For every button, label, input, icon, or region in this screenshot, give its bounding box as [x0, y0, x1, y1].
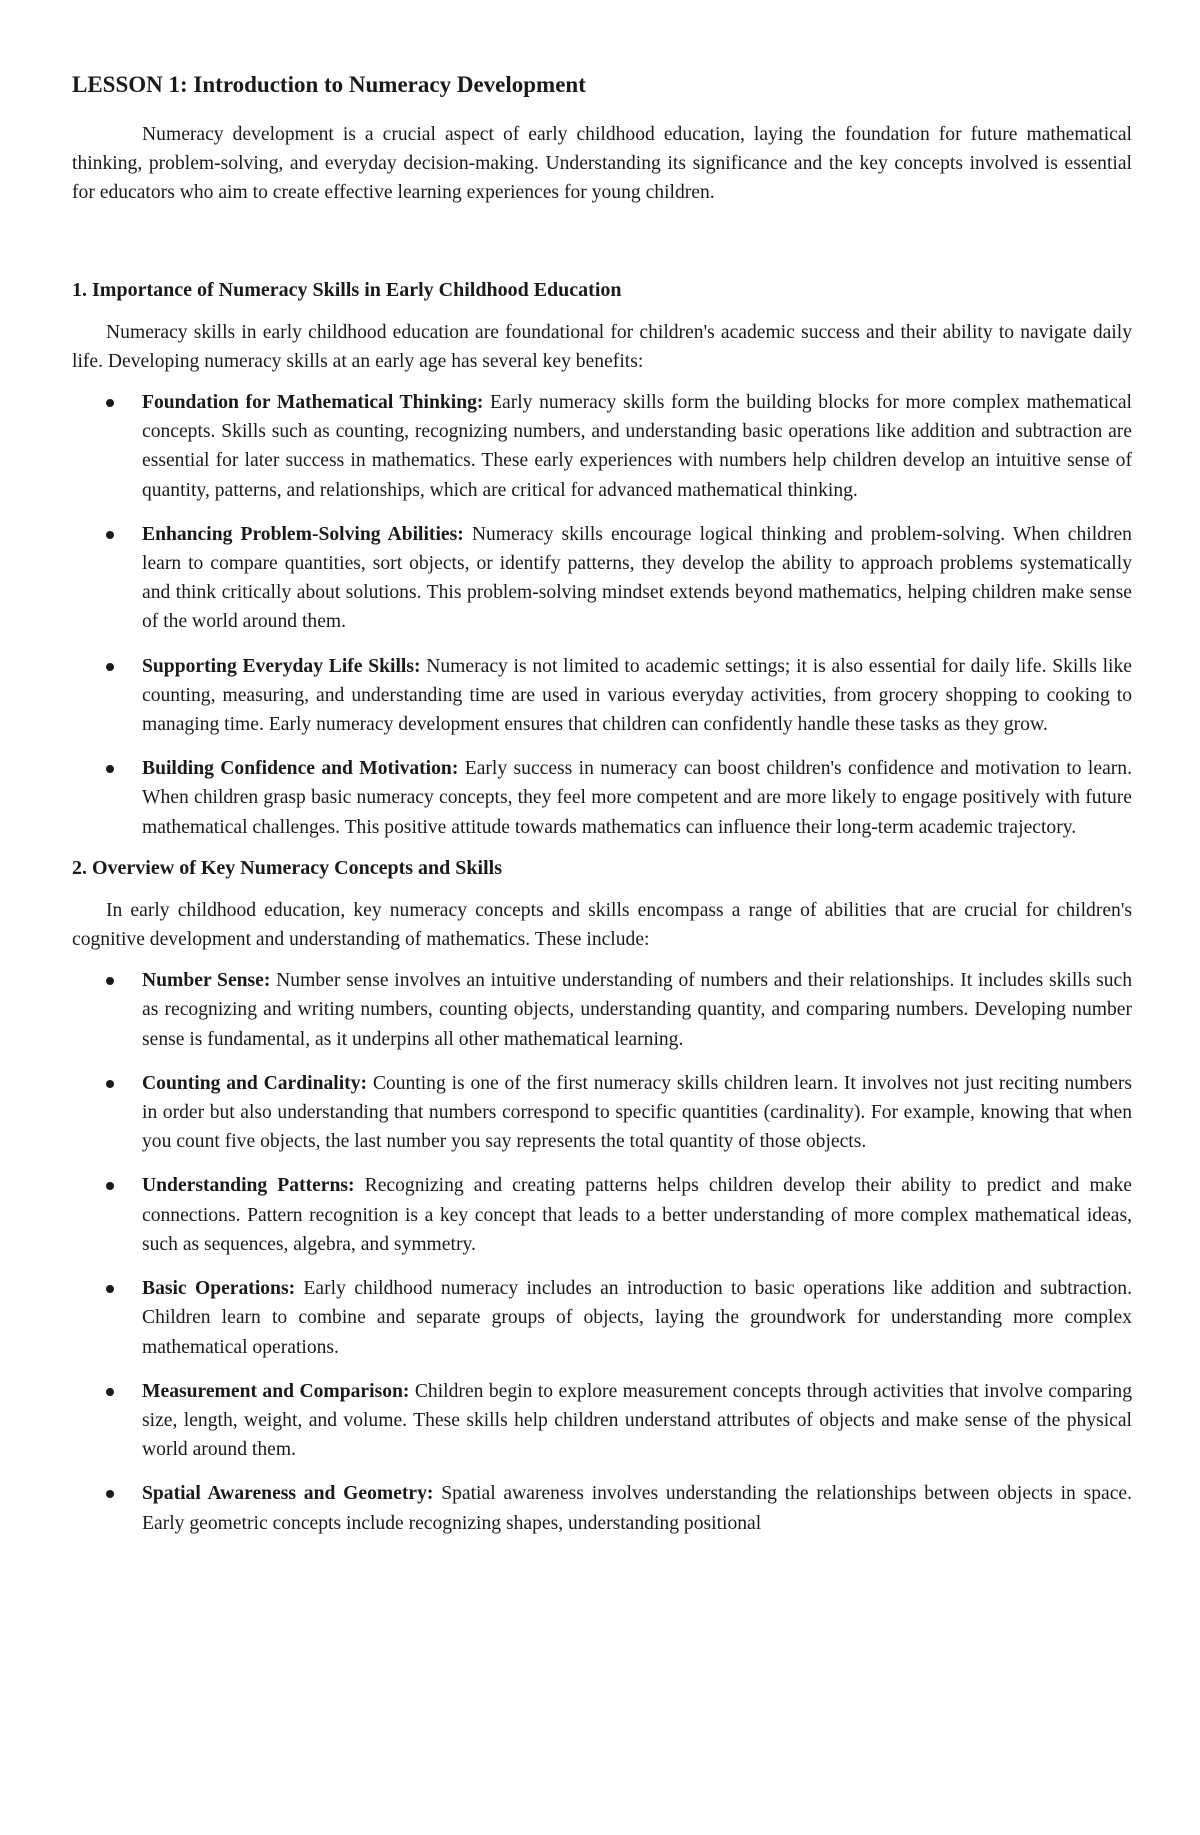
- list-item-supporting-everyday-life-skills: [72, 652, 1132, 740]
- bullet-icon: [106, 765, 114, 773]
- list-item-counting-cardinality: [72, 1069, 1132, 1157]
- list-item-text: Number sense involves an intuitive understanding of numbers and their relationships. It includes skills such as recognizing and writing numbers, counting objects, understanding quantity, and comparing numbers. Developing number sense is fundamental, as it underpins all other mathematical learning.: [142, 970, 1132, 1050]
- bullet-icon: [106, 1490, 114, 1498]
- list-item-text: Children begin to explore measurement concepts through activities that involve comparing size, length, weight, and volume. These skills help children understand attributes of objects and make sense of the physical world around them.: [142, 1380, 1133, 1461]
- list-item-term: Foundation for Mathematical Thinking:: [142, 392, 484, 414]
- section-2-heading: 2. Overview of Key Numeracy Concepts and Skills: [72, 856, 502, 879]
- list-item-term: Measurement and Comparison:: [142, 1380, 410, 1402]
- list-item-term: Enhancing Problem-Solving Abilities:: [142, 523, 464, 545]
- bullet-icon: [106, 1388, 114, 1396]
- bullet-icon: [106, 1285, 114, 1293]
- list-item-term: Understanding Patterns:: [142, 1175, 355, 1197]
- list-item-text: Recognizing and creating patterns helps children develop their ability to predict and make connections. Pattern recognition is a key concept that leads to a better understanding of more complex mathematical ideas, such as sequences, algebra, and symmetry.: [142, 1175, 1132, 1255]
- list-item-term: Basic Operations:: [142, 1278, 296, 1300]
- list-item-text: Counting is one of the first numeracy skills children learn. It involves not just reciting numbers in order but also understanding that numbers correspond to specific quantities (cardinality). For example, knowing that when you count five objects, the last number you say represents the total quantity of those objects.: [142, 1072, 1132, 1153]
- list-item-text: Early childhood numeracy includes an introduction to basic operations like addition and subtraction. Children learn to combine and separate groups of objects, laying the groundwork for understanding more complex mathematical operations.: [142, 1278, 1132, 1358]
- bullet-icon: [106, 399, 114, 407]
- section-2-concept-list: [72, 966, 1132, 1537]
- list-item-term: Number Sense:: [142, 970, 271, 992]
- list-item-term: Counting and Cardinality:: [142, 1072, 368, 1094]
- document-page: [72, 70, 1132, 1550]
- list-item-term: Supporting Everyday Life Skills:: [142, 655, 421, 677]
- list-item-text: Early numeracy skills form the building blocks for more complex mathematical concepts. Skills such as counting, recognizing numbers, and understanding basic operations like addition and subtraction are essential for later success in mathematics. These early experiences with numbers help children develop an intuitive sense of quantity, patterns, and relationships, which are critical for advanced mathematical thinking.: [142, 392, 1132, 501]
- list-item-building-confidence-motivation: [72, 754, 1132, 842]
- list-item-text: Numeracy skills encourage logical thinking and problem-solving. When children learn to compare quantities, sort objects, or identify patterns, they develop the ability to approach problems systematically and think critically about solutions. This problem-solving mindset extends beyond mathematics, helping children make sense of the world around them.: [142, 523, 1132, 633]
- bullet-icon: [106, 531, 114, 539]
- section-1-heading: 1. Importance of Numeracy Skills in Early Childhood Education: [72, 278, 622, 301]
- lesson-intro-paragraph: Numeracy development is a crucial aspect of early childhood education, laying the foundation for future mathematical thinking, problem-solving, and everyday decision-making. Understanding its significance and the key concepts involved is essential for educators who aim to create effective learning experiences for young children.: [72, 124, 1132, 204]
- bullet-icon: [106, 1080, 114, 1088]
- lesson-title: LESSON 1: Introduction to Numeracy Development: [72, 72, 586, 97]
- list-item-spatial-awareness-geometry: [72, 1479, 1132, 1537]
- list-item-measurement-comparison: [72, 1377, 1132, 1465]
- list-item-text: Numeracy is not limited to academic settings; it is also essential for daily life. Skills like counting, measuring, and understanding time are used in various everyday activities, from grocery shopping to cooking to managing time. Early numeracy development ensures that children can confidently handle these tasks as they grow.: [142, 655, 1132, 736]
- section-2-lead-paragraph: In early childhood education, key numeracy concepts and skills encompass a range of abilities that are crucial for children's cognitive development and understanding of mathematics. These include:: [72, 899, 1132, 951]
- list-item-text: Early success in numeracy can boost children's confidence and motivation to learn. When children grasp basic numeracy concepts, they feel more competent and are more likely to engage positively with future mathematical challenges. This positive attitude towards mathematics can influence their long-term academic trajectory.: [142, 758, 1132, 838]
- list-item-understanding-patterns: [72, 1171, 1132, 1259]
- list-item-term: Spatial Awareness and Geometry:: [142, 1483, 434, 1505]
- list-item-enhancing-problem-solving: [72, 520, 1132, 637]
- list-item-foundation-mathematical-thinking: [72, 388, 1132, 505]
- list-item-term: Building Confidence and Motivation:: [142, 758, 459, 780]
- section-1-lead-paragraph: Numeracy skills in early childhood education are foundational for children's academic success and their ability to navigate daily life. Developing numeracy skills at an early age has several key benefits:: [72, 321, 1132, 372]
- bullet-icon: [106, 977, 114, 985]
- section-1-benefit-list: [72, 388, 1132, 842]
- bullet-icon: [106, 1182, 114, 1190]
- list-item-number-sense: [72, 966, 1132, 1054]
- bullet-icon: [106, 663, 114, 671]
- list-item-basic-operations: [72, 1274, 1132, 1362]
- list-item-text: Spatial awareness involves understanding the relationships between objects in space. Early geometric concepts include recognizing shapes, understanding positional: [142, 1483, 1132, 1534]
